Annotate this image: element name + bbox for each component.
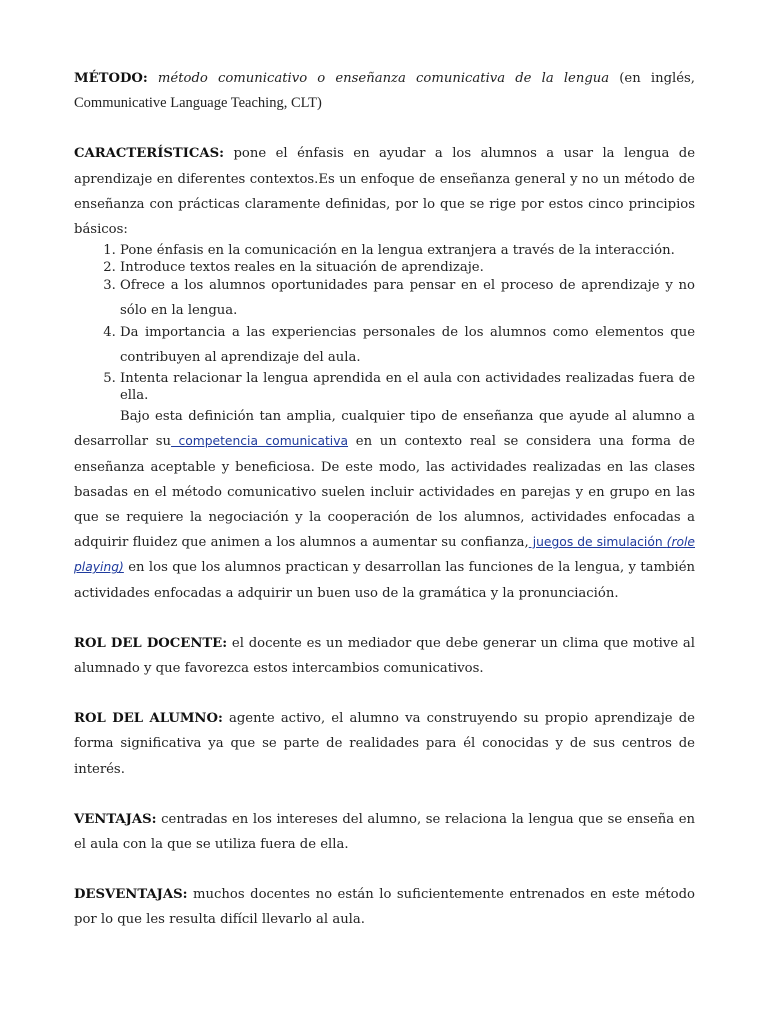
ventajas-text: centradas en los intereses del alumno, se relaciona la lengua que se enseña en el aula con la que se utiliza fuera de ella. [74,811,695,853]
metodo-italic-text: método comunicativo o enseñanza comunicativa de la lengua [157,71,610,86]
metodo-english-text: Communicative Language Teaching, CLT) [74,95,322,112]
desventajas-text: muchos docentes no están lo suficientemente entrenados en este método por lo que les resulta difícil llevarlo al aula. [74,887,695,928]
ventajas-paragraph [74,807,695,857]
role-playing-text: (role playing) [74,535,695,575]
rol-alumno-label: ROL DEL ALUMNO: [74,711,223,727]
rol-alumno-text: agente activo, el alumno va construyendo su propio aprendizaje de forma significativa ya que se parte de realidades para él conocidas y de sus centros de interés. [74,711,695,777]
definition-text-3: en los que los alumnos practican y desarrollan las funciones de la lengua, y también actividades enfocadas a adquirir un buen uso de la gramática y la pronunciación. [74,560,695,601]
list-item: 4. Da importancia a las experiencias personales de los alumnos como elementos que contribuyen al aprendizaje del aula. [120,320,695,370]
principles-list [74,242,695,404]
rol-docente-text: el docente es un mediador que debe generar un clima que motive al alumnado y que favorezca estos intercambios comunicativos. [74,635,696,677]
metodo-paragraph [74,66,695,116]
list-item: 2. Introduce textos reales en la situación de aprendizaje. [120,259,695,276]
desventajas-paragraph [74,882,695,932]
ventajas-label: VENTAJAS: [74,811,157,827]
juegos-simulacion-text: juegos de simulación [528,535,667,550]
definition-text-1: Bajo esta definición tan amplia, cualquier tipo de enseñanza que ayude al alumno a desarrollar su [74,409,695,450]
list-item: 1. Pone énfasis en la comunicación en la lengua extranjera a través de la interacción. [120,242,695,259]
caracteristicas-paragraph [74,141,695,242]
competencia-comunicativa-link[interactable]: competencia comunicativa [171,434,349,449]
list-item: 5. Intenta relacionar la lengua aprendida en el aula con actividades realizadas fuera de ella. [120,370,695,404]
list-item: 3. Ofrece a los alumnos oportunidades para pensar en el proceso de aprendizaje y no sólo en la lengua. [120,273,695,323]
rol-alumno-paragraph [74,706,695,782]
desventajas-label: DESVENTAJAS: [74,887,188,903]
metodo-rest-text: (en inglés, [609,71,695,86]
rol-docente-paragraph [74,631,695,681]
caracteristicas-section [74,141,695,605]
caracteristicas-text: pone el énfasis en ayudar a los alumnos a usar la lengua de aprendizaje en diferentes contextos.Es un enfoque de enseñanza general y no un método de enseñanza con prácticas claramente definidas, por lo que se rige por estos cinco principios básicos: [74,146,695,238]
metodo-label: MÉTODO: [74,71,148,86]
definition-text-2: en un contexto real se considera una forma de enseñanza aceptable y beneficiosa. De este modo, las actividades realizadas en las clases basadas en el método comunicativo suelen incluir actividades en parejas y en grupo en las que se requiere la negociación y la cooperación de los alumnos, actividades enfocadas a adquirir fluidez que animen a los alumnos a aumentar su confianza, [74,434,695,551]
rol-docente-label: ROL DEL DOCENTE: [74,635,228,651]
caracteristicas-label: CARACTERÍSTICAS: [74,146,225,162]
definition-paragraph [74,404,695,606]
